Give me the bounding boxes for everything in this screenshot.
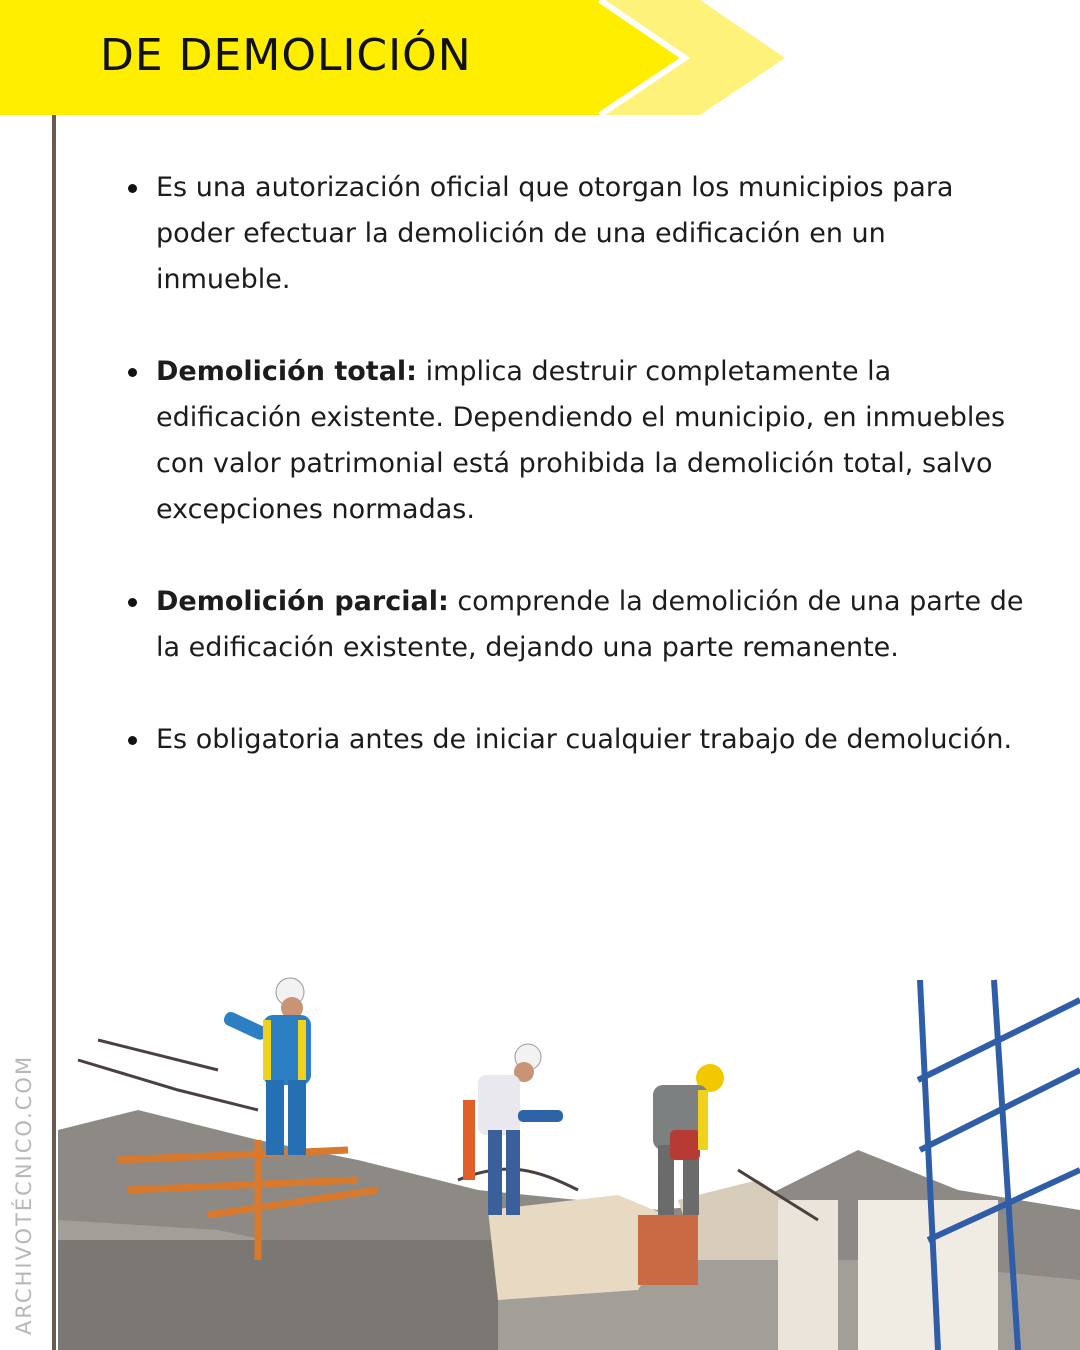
page-title: DE DEMOLICIÓN — [100, 30, 472, 81]
watermark-credit: ARCHIVOTÉCNICO.COM — [12, 1054, 36, 1335]
bullet-dot-icon — [128, 598, 137, 607]
bullet-bold-label: Demolición total: — [156, 356, 417, 387]
bullet-list — [128, 165, 1028, 809]
list-item — [128, 717, 1028, 763]
bullet-dot-icon — [128, 184, 137, 193]
bullet-bold-label: Demolición parcial: — [156, 586, 449, 617]
bullet-text: comprende la demolición de una parte de la edificación existente, dejando una parte remanente. — [156, 586, 1024, 663]
list-item — [128, 579, 1028, 671]
bullet-dot-icon — [128, 736, 137, 745]
bullet-text: Es una autorización oficial que otorgan los municipios para poder efectuar la demolición de una edificación en un inmueble. — [156, 172, 954, 295]
bullet-text: implica destruir completamente la edificación existente. Dependiendo el municipio, en inmuebles con valor patrimonial está prohibida la demolición total, salvo excepciones normadas. — [156, 356, 1006, 525]
bullet-text: Es obligatoria antes de iniciar cualquier trabajo de demolución. — [156, 724, 1013, 755]
demolition-workers-photo — [58, 960, 1080, 1350]
bullet-dot-icon — [128, 368, 137, 377]
list-item — [128, 349, 1028, 533]
side-divider — [52, 115, 56, 1350]
list-item — [128, 165, 1028, 303]
